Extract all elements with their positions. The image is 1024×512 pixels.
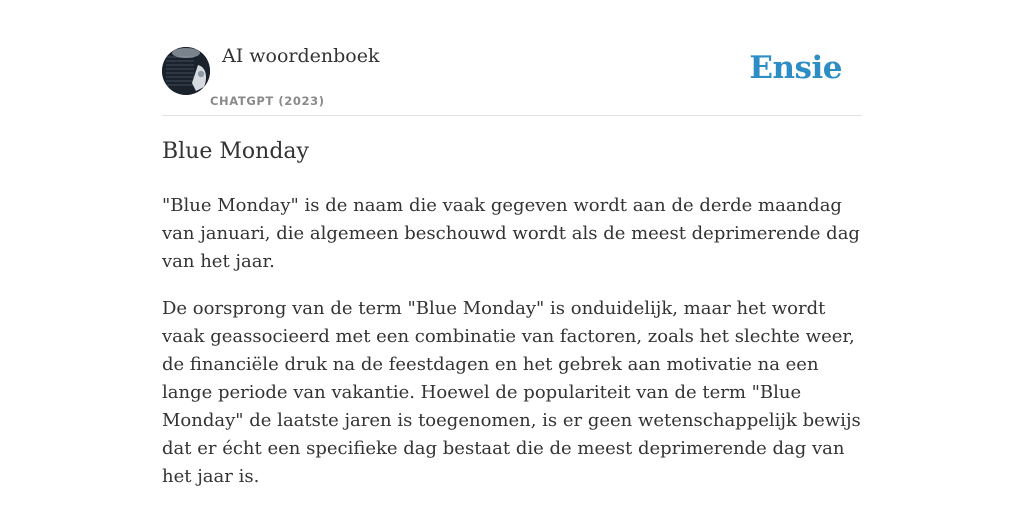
entry-paragraph: "Blue Monday" is de naam die vaak gegeven wordt aan de derde maandag van januari, die algemeen beschouwd wordt als de meest deprimerende dag van het jaar. — [162, 195, 860, 272]
source-header — [162, 0, 862, 116]
source-avatar[interactable] — [162, 47, 210, 95]
robot-avatar-icon — [162, 47, 210, 95]
entry-paragraph: De oorsprong van de term "Blue Monday" is onduidelijk, maar het wordt vaak geassocieerd met een combinatie van factoren, zoals het slechte weer, de financiële druk na de feestdagen en het gebrek aan motivatie na een lange periode van vakantie. Hoewel de populariteit van de term "Blue Monday" de laatste jaren is toegenomen, is er geen wetenschappelijk bewijs dat er écht een specifieke dag bestaat die de meest deprimerende dag van het jaar is. — [162, 298, 861, 487]
entry-body — [162, 192, 862, 510]
entry-term: Blue Monday — [162, 139, 309, 164]
source-meta: CHATGPT (2023) — [210, 94, 325, 108]
entry-card — [162, 0, 862, 487]
source-title[interactable]: AI woordenboek — [222, 45, 380, 67]
brand-logo[interactable]: Ensie — [749, 50, 842, 86]
